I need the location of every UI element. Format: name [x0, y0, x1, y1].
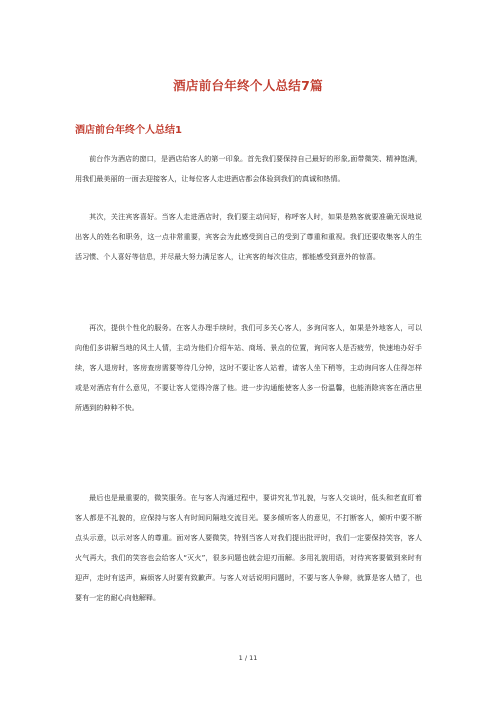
paragraph-2	[75, 207, 422, 267]
paragraph-3-text: 再次，提供个性化的服务。在客人办理手续时，我们可多关心客人，多询问客人，如果是外地客人，可以向他们多讲解当地的风土人情，主动为他们介绍车站、商场、景点的位置，询问客人是否疲劳，快速地办好手续，客人退房时，客房查房需要等待几分钟，这时不要让客人站着，请客人坐下稍等，主动询问客人住得怎样或是对酒店有什么意见，不要让客人觉得冷落了他。进一步沟通能使客人多一份温馨，也能消除宾客在酒店里所遇到的种种不快。	[75, 323, 422, 412]
paragraph-1	[75, 149, 422, 189]
paragraph-1-text: 前台作为酒店的窗口，是酒店给客人的第一印象。首先我们要保持自己最好的形象,面带微笑、精神饱满，用我们最美丽的一面去迎接客人，让每位客人走进酒店都会体验到我们的真诚和热情。	[75, 154, 422, 183]
page-number: 1 / 11	[238, 654, 258, 662]
section-heading: 酒店前台年终个人总结1	[75, 125, 182, 136]
paragraph-4-text: 最后也是最重要的，微笑服务。在与客人沟通过程中，要讲究礼节礼貌，与客人交谈时，低头和老直盯着客人都是不礼貌的，应保持与客人有时间问隔地交流目光。要多倾听客人的意见，不打断客人，倾听中要不断点头示意，以示对客人的尊重。面对客人要微笑，特别当客人对我们提出批评时，我们一定要保持笑容，客人火气再大，我们的笑容也会给客人“灭火”，很多问题也就会迎刃而解。多用礼貌用语，对待宾客要做到来时有迎声，走时有送声，麻烦客人时要有致歉声。与客人对话说明问题时，不要与客人争辩，就算是客人错了，也要有一定的耐心向他解释。	[75, 493, 422, 602]
paragraph-3	[75, 318, 422, 418]
paragraph-2-text: 其次，关注宾客喜好。当客人走进酒店时，我们要主动问好，称呼客人时，如果是熟客就要准确无误地说出客人的姓名和职务，这一点非常重要，宾客会为此感受到自己的受到了尊重和重视。我们还要收集客人的生活习惯、个人喜好等信息，并尽最大努力满足客人，让宾客的每次住店，都能感受到意外的惊喜。	[75, 212, 422, 261]
paragraph-4	[75, 488, 422, 608]
document-title: 酒店前台年终个人总结7篇	[173, 78, 323, 93]
